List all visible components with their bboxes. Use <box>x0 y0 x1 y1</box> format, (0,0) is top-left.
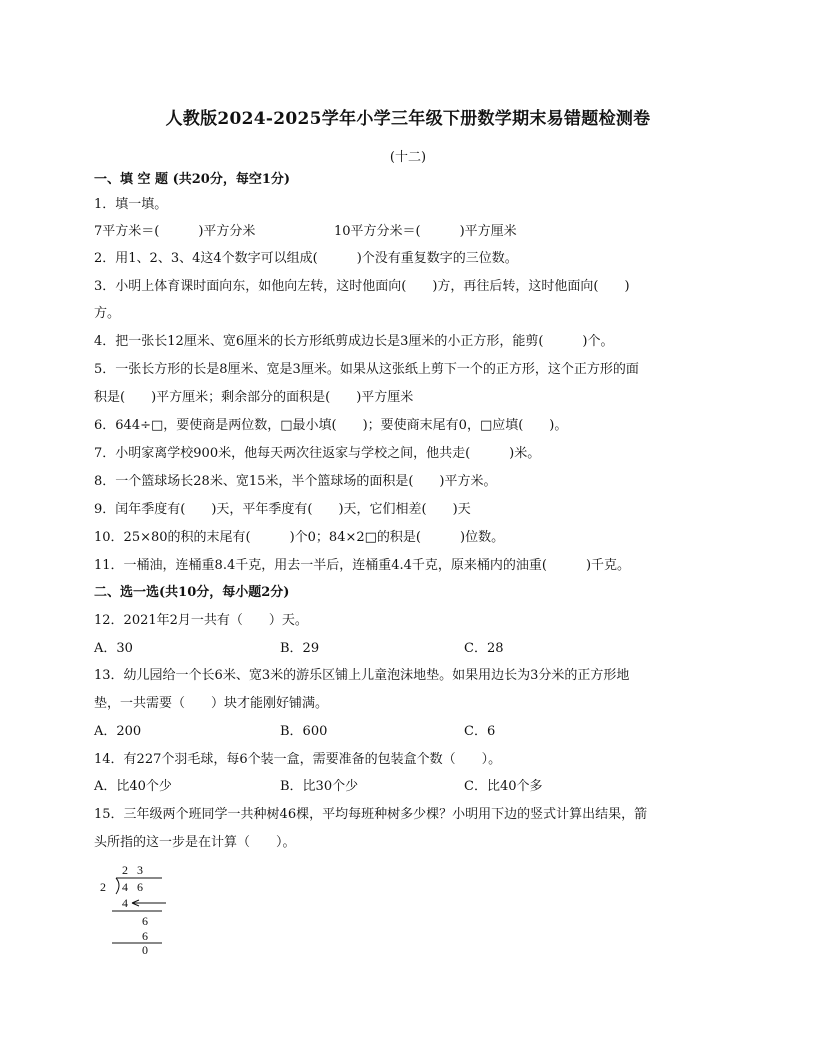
page-title: 人教版2024-2025学年小学三年级下册数学期末易错题检测卷 <box>165 109 651 129</box>
question-3-line-1: 3．小明上体育课时面向东，如他向左转，这时他面向( )方，再往后转，这时他面向( ) <box>94 279 630 294</box>
question-9: 9．闰年季度有( )天，平年季度有( )天，它们相差( )天 <box>94 502 471 517</box>
first-product: 4 <box>122 896 128 910</box>
question-15-line-2: 头所指的这一步是在计算（ ）。 <box>94 835 296 850</box>
dividend-digit-1: 4 <box>122 880 128 894</box>
question-14: 14．有227个羽毛球，每6个装一盒，需要准备的包装盒个数（ ）。 <box>94 752 502 767</box>
question-12-option-a: A．30 <box>94 641 133 656</box>
quotient-digit-1: 2 <box>122 863 128 877</box>
question-11: 11．一桶油，连桶重8.4千克，用去一半后，连桶重4.4千克，原来桶内的油重( )千克。 <box>94 558 631 573</box>
question-4: 4．把一张长12厘米、宽6厘米的长方形纸剪成边长是3厘米的小正方形，能剪( )个。 <box>94 334 614 349</box>
question-14-option-a: A．比40个少 <box>94 779 172 794</box>
question-1-item-a: 7平方米＝( )平方分米 <box>94 224 256 239</box>
question-14-option-c: C．比40个多 <box>464 779 543 794</box>
question-5-line-1: 5．一张长方形的长是8厘米、宽是3厘米。如果从这张纸上剪下一个的正方形，这个正方形的面 <box>94 362 639 377</box>
question-7: 7．小明家离学校900米，他每天两次往返家与学校之间，他共走( )米。 <box>94 446 541 461</box>
page-subtitle: (十二) <box>389 150 427 165</box>
section-2-heading: 二、选一选(共10分，每小题2分) <box>94 585 290 600</box>
question-5-line-2: 积是( )平方厘米；剩余部分的面积是( )平方厘米 <box>94 390 414 405</box>
question-2: 2．用1、2、3、4这4个数字可以组成( )个没有重复数字的三位数。 <box>94 251 518 266</box>
question-13-option-a: A．200 <box>94 724 142 739</box>
question-6: 6．644÷□，要使商是两位数，□最小填( )；要使商末尾有0，□应填( )。 <box>94 418 568 433</box>
long-division-figure <box>92 862 182 954</box>
second-product: 6 <box>142 929 148 943</box>
division-bracket <box>116 878 119 894</box>
divisor-digit: 2 <box>100 880 106 894</box>
question-3-line-2: 方。 <box>94 306 121 321</box>
question-12-option-b: B．29 <box>280 641 320 656</box>
question-13-line-2: 垫，一共需要（ ）块才能刚好铺满。 <box>94 696 329 711</box>
question-13-line-1: 13．幼儿园给一个长6米、宽3米的游乐区铺上儿童泡沫地垫。如果用边长为3分米的正方形地 <box>94 668 630 683</box>
question-12-option-c: C．28 <box>464 641 504 656</box>
remainder-digit: 0 <box>142 943 148 954</box>
question-8: 8．一个篮球场长28米、宽15米，半个篮球场的面积是( )平方米。 <box>94 474 497 489</box>
question-15-line-1: 15．三年级两个班同学一共种树46棵，平均每班种树多少棵？小明用下边的竖式计算出结果，箭 <box>94 807 648 822</box>
question-12: 12．2021年2月一共有（ ）天。 <box>94 613 308 628</box>
section-1-heading: 一、填 空 题 (共20分，每空1分) <box>94 172 291 187</box>
question-14-option-b: B．比30个少 <box>280 779 359 794</box>
quotient-digit-2: 3 <box>137 863 143 877</box>
brought-down-digit: 6 <box>142 914 148 928</box>
question-1-item-b: 10平方分米＝( )平方厘米 <box>334 224 517 239</box>
dividend-digit-2: 6 <box>137 880 143 894</box>
question-10: 10．25×80的积的末尾有( )个0；84×2□的积是( )位数。 <box>94 530 505 545</box>
question-13-option-b: B．600 <box>280 724 328 739</box>
question-13-option-c: C．6 <box>464 724 496 739</box>
question-1: 1．填一填。 <box>94 197 168 212</box>
